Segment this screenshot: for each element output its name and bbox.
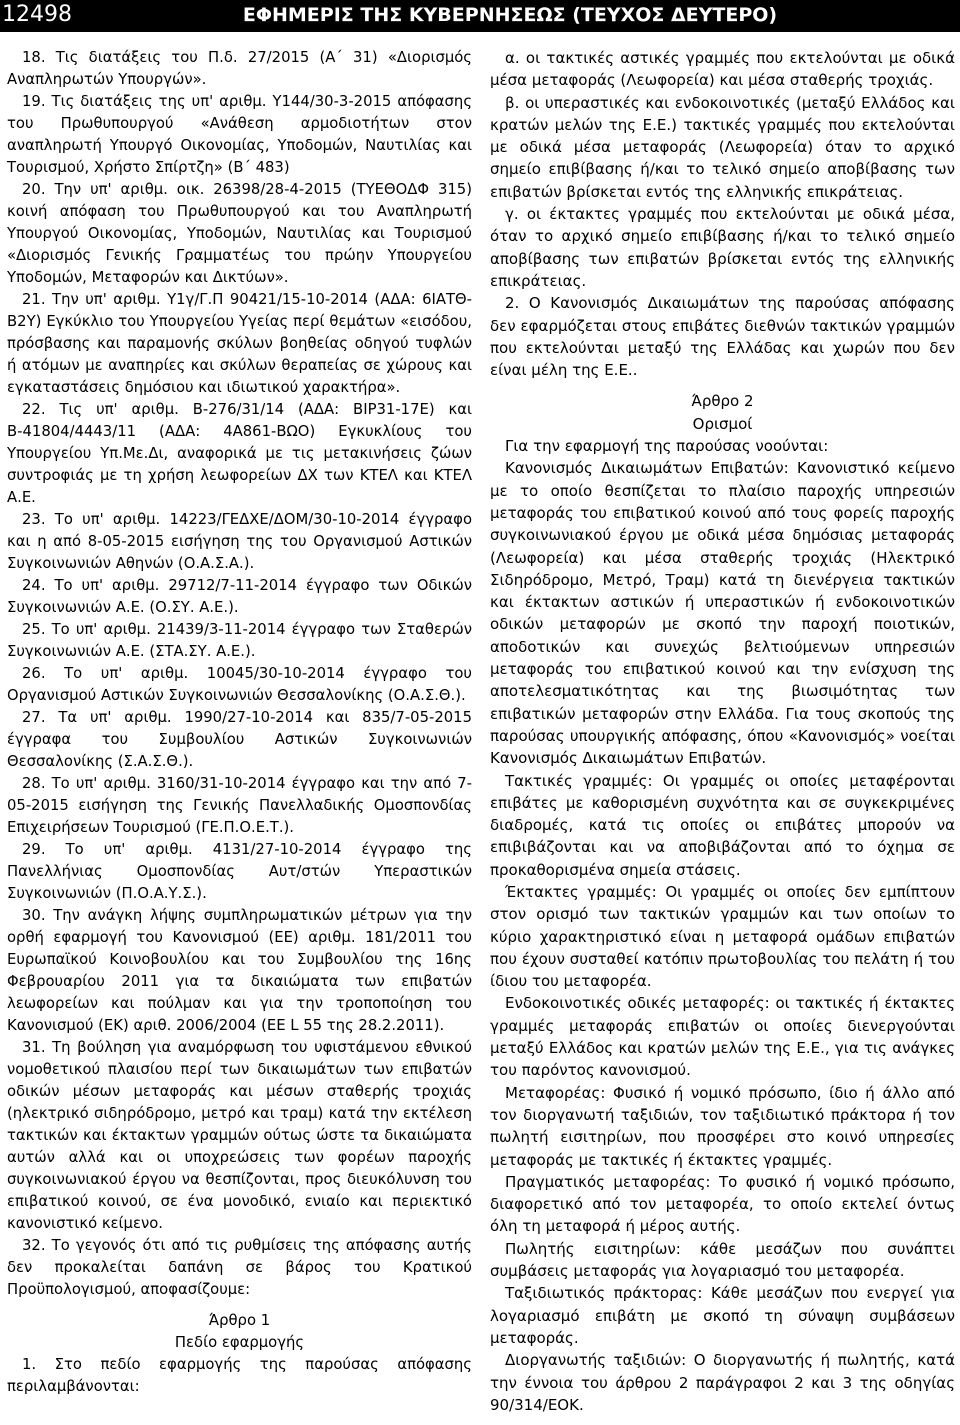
definition-regulation: Κανονισμός Δικαιωμάτων Επιβατών: Κανονιστικό κείμενο με το οποίο θεσπίζεται το πλαίσιο παροχής υπηρεσιών μεταφοράς του επιβατικού κοινού από τους φορείς παροχής συγκοινωνιακού έργου με οδικά μέσα δημόσιας μεταφοράς (Λεωφορεία) και μέσα σταθερής τροχιάς (Ηλεκτρικό Σιδηρόδρομο, Μετρό, Τραμ) κατά τη διενέργεια τακτικών και έκτακτων αστικών ή υπεραστικών ή ενδοκοινοτικών οδικών μεταφορών με σκοπό την παροχή ποιοτικών, αποδοτικών και συνεχώς βελτιούμενων υπηρεσιών μεταφοράς του επιβατικού κοινού και την ενίσχυση της αποτελεσματικότητας και της βιωσιμότητας των επιβατικών μεταφορών στην Ελλάδα. Για τους σκοπούς της παρούσας υπουργικής απόφασης, όπου «Κανονισμός» νοείται Κανονισμός Δικαιωμάτων Επιβατών. [490, 459, 955, 768]
left-column [7, 47, 472, 1398]
recital-30: 30. Την ανάγκη λήψης συμπληρωματικών μέτρων για την ορθή εφαρμογή του Κανονισμού (ΕΕ) αριθμ. 181/2011 του Ευρωπαϊκού Κοινοβουλίου και του Συμβουλίου της 16ης Φεβρουαρίου 2011 για τα δικαιώματα των επιβατών λεωφορείων και πούλμαν και για την τροποποίηση του Κανονισμού (ΕΚ) αριθ. 2006/2004 (ΕΕ L 55 της 28.2.2011). [7, 907, 472, 1034]
definition-carrier: Μεταφορέας: Φυσικό ή νομικό πρόσωπο, ίδιο ή άλλο από τον διοργανωτή ταξιδιών, τον ταξιδιωτικό πράκτορα ή τον πωλητή εισιτηρίων, που προσφέρει στο κοινό υπηρεσίες μεταφοράς με τακτικές ή έκτακτες γραμμές. [490, 1083, 955, 1169]
recital-32: 32. Το γεγονός ότι από τις ρυθμίσεις της απόφασης αυτής δεν προκαλείται δαπάνη σε βάρος του Κρατικού Προϋπολογισμού, αποφασίζουμε: [7, 1237, 472, 1298]
article-1-heading: Άρθρο 1 [208, 1312, 271, 1329]
recital-31: 31. Τη βούληση για αναμόρφωση του υφιστάμενου εθνικού νομοθετικού πλαισίου περί των δικαιωμάτων των επιβατών οδικών μέσων μεταφοράς και μέσων σταθερής τροχιάς (ηλεκτρικό σιδηρόδρομο, μετρό και τραμ) κατά την εκτέλεση τακτικών και έκτακτων γραμμών ούτως ώστε τα δικαιώματα αυτών αλλά και οι υποχρεώσεις των φορέων παροχής συγκοινωνιακού έργου να θεσπίζονται, προς διευκόλυνση του επιβατικού κοινού, σε ένα μονοδικό, ενιαίο και περιεκτικό κανονιστικό κείμενο. [7, 1039, 472, 1232]
article-1-item-a: α. οι τακτικές αστικές γραμμές που εκτελούνται με οδικά μέσα μεταφοράς (Λεωφορεία) και μέσα σταθερής τροχιάς. [490, 49, 955, 90]
recital-23: 23. Το υπ' αριθμ. 14223/ΓΕΔΧΕ/ΔΟΜ/30-10-2014 έγγραφο και η από 8-05-2015 εισήγηση της του Οργανισμού Αστικών Συγκοινωνιών Αθηνών (Ο.Α.Σ.Α.). [7, 511, 472, 572]
journal-title: ΕΦΗΜΕΡΙΣ ΤΗΣ ΚΥΒΕΡΝΗΣΕΩΣ (ΤΕΥΧΟΣ ΔΕΥΤΕΡΟ) [242, 4, 778, 26]
article-2-title: Ορισμοί [692, 414, 753, 433]
recital-22: 22. Τις υπ' αριθμ. Β-276/31/14 (ΑΔΑ: ΒΙΡ31-17Ε) και Β-41804/4443/11 (ΑΔΑ: 4Α861-ΒΩΟ) Εγκυκλίους του Υπουργείου Υπ.Με.Δι, αναφορικά με τις μετακινήσεις ζώων συντροφιάς με τη χρήση λεωφορείων ΔΧ των ΚΤΕΛ και ΚΤΕΛ Α.Ε. [7, 401, 472, 506]
recital-25: 25. Το υπ' αριθμ. 21439/3-11-2014 έγγραφο των Σταθερών Συγκοινωνιών Α.Ε. (ΣΤΑ.ΣΥ. Α.Ε.). [7, 621, 472, 660]
recital-27: 27. Τα υπ' αριθμ. 1990/27-10-2014 και 835/7-05-2015 έγγραφα του Συμβουλίου Αστικών Συγκοινωνιών Θεσσαλονίκης (Σ.Α.Σ.Θ.). [7, 709, 472, 770]
definition-intracommunity-transport: Ενδοκοινοτικές οδικές μεταφορές: οι τακτικές ή έκτακτες γραμμές μεταφοράς επιβατών οι οποίες διενεργούνται μεταξύ Ελλάδος και κρατών μελών της Ε.Ε., για τις ανάγκες του παρόντος κανονισμού. [490, 994, 955, 1080]
page-header [0, 0, 960, 32]
article-1-paragraph-1: 1. Στο πεδίο εφαρμογής της παρούσας απόφασης περιλαμβάνονται: [7, 1356, 472, 1395]
article-1-paragraph-2: 2. Ο Κανονισμός Δικαιωμάτων της παρούσας απόφασης δεν εφαρμόζεται στους επιβάτες διεθνών τακτικών γραμμών που εκτελούνται μεταξύ της Ελλάδας και χωρών που δεν είναι μέλη της Ε.Ε.. [490, 294, 955, 380]
article-1-item-c: γ. οι έκτακτες γραμμές που εκτελούνται με οδικά μέσα, όταν το αρχικό σημείο επιβίβασης ή/και το τελικό σημείο αποβίβασης των επιβατών βρίσκεται εντός της ελληνικής επικράτειας. [490, 205, 955, 290]
recital-19: 19. Τις διατάξεις της υπ' αριθμ. Υ144/30-3-2015 απόφασης του Πρωθυπουργού «Ανάθεση αρμοδιοτήτων στον αναπληρωτή Υπουργό Οικονομίας, Υποδομών, Ναυτιλίας και Τουρισμού, Χρήστο Σπίρτζη» (Β΄ 483) [7, 93, 472, 176]
recital-20: 20. Την υπ' αριθμ. οικ. 26398/28-4-2015 (ΤΥΕΘΟΔΦ 315) κοινή απόφαση του Πρωθυπουργού και του Αναπληρωτή Υπουργού Οικονομίας, Υποδομών, Ναυτιλίας και Τουρισμού «Διορισμός Γενικής Γραμματέως του πρώην Υπουργείου Υποδομών, Μεταφορών και Δικτύων». [7, 181, 472, 286]
definition-ticket-vendor: Πωλητής εισιτηρίων: κάθε μεσάζων που συνάπτει συμβάσεις μεταφοράς για λογαριασμό του μεταφορέα. [490, 1239, 955, 1281]
definition-travel-agent: Ταξιδιωτικός πράκτορας: Κάθε μεσάζων που ενεργεί για λογαριασμό επιβάτη με σκοπό τη σύναψη συμβάσεων μεταφοράς. [490, 1284, 955, 1347]
article-1-title: Πεδίο εφαρμογής [174, 1334, 305, 1351]
recital-26: 26. Το υπ' αριθμ. 10045/30-10-2014 έγγραφο του Οργανισμού Αστικών Συγκοινωνιών Θεσσαλονίκης (Ο.Α.Σ.Θ.). [7, 665, 472, 704]
definition-tour-operator: Διοργανωτής ταξιδιών: Ο διοργανωτής ή πωλητής, κατά την έννοια του άρθρου 2 παράγραφοι 2 και 3 της οδηγίας 90/314/ΕΟΚ. [490, 1351, 955, 1414]
definitions-intro: Για την εφαρμογή της παρούσας νοούνται: [505, 437, 829, 456]
definition-regular-lines: Τακτικές γραμμές: Οι γραμμές οι οποίες μεταφέρονται επιβάτες με καθορισμένη συχνότητα και σε συγκεκριμένες διαδρομές, κατά τις οποίες οι επιβάτες μπορούν να επιβιβάζονται και να αποβιβάζονται από το όχημα σε προκαθορισμένα σημεία στάσεις. [490, 771, 955, 879]
definition-performing-carrier: Πραγματικός μεταφορέας: Το φυσικό ή νομικό πρόσωπο, διαφορετικό από τον μεταφορέα, το οποίο εκτελεί όντως όλη τη μεταφορά ή μέρος αυτής. [490, 1172, 955, 1236]
definition-occasional-lines: Έκτακτες γραμμές: Οι γραμμές οι οποίες δεν εμπίπτουν στον ορισμό των τακτικών γραμμών και των οποίων το κύριο χαρακτηριστικό είναι η μεταφορά ομάδων επιβατών που έχουν συσταθεί κατόπιν πρωτοβουλίας του πελάτη ή του ίδιου του μεταφορέα. [490, 882, 955, 991]
recital-29: 29. Το υπ' αριθμ. 4131/27-10-2014 έγγραφο της Πανελλήνιας Ομοσπονδίας Αυτ/στών Υπεραστικών Συγκοινωνιών (Π.Ο.Α.Υ.Σ.). [7, 841, 472, 902]
recital-28: 28. Το υπ' αριθμ. 3160/31-10-2014 έγγραφο και την από 7-05-2015 εισήγηση της Γενικής Πανελλαδικής Ομοσπονδίας Επιχειρήσεων Τουρισμού (ΓΕ.Π.Ο.Ε.Τ.). [7, 775, 472, 836]
article-1-item-b: β. οι υπεραστικές και ενδοκοινοτικές (μεταξύ Ελλάδος και κρατών μελών της Ε.Ε.) τακτικές γραμμές που εκτελούνται με οδικά μέσα μεταφοράς (Λεωφορεία) όταν το αρχικό σημείο επιβίβασης ή/και το τελικό σημείο αποβίβασης των επιβατών βρίσκεται εντός της ελληνικής επικράτειας. [490, 93, 955, 201]
recital-24: 24. Το υπ' αριθμ. 29712/7-11-2014 έγγραφο των Οδικών Συγκοινωνιών Α.Ε. (Ο.ΣΥ. Α.Ε.). [7, 577, 472, 616]
right-column [490, 47, 955, 1416]
page-number: 12498 [2, 2, 72, 27]
recital-18: 18. Τις διατάξεις του Π.δ. 27/2015 (Α΄ 31) «Διορισμός Αναπληρωτών Υπουργών». [7, 49, 472, 88]
recital-21: 21. Την υπ' αριθμ. Υ1γ/Γ.Π 90421/15-10-2014 (ΑΔΑ: 6ΙΑΤΘ-Β2Υ) Εγκύκλιο του Υπουργείου Υγείας περί θεμάτων «εισόδου, πρόσβασης και παραμονής σκύλων βοηθείας οδηγού τυφλών ή ατόμων με αναπηρίες και σκύλων θεραπείας σε χώρους και εγκαταστάσεις δημόσιου και ιδιωτικού χαρακτήρα». [7, 291, 472, 396]
article-2-heading: Άρθρο 2 [691, 392, 754, 411]
